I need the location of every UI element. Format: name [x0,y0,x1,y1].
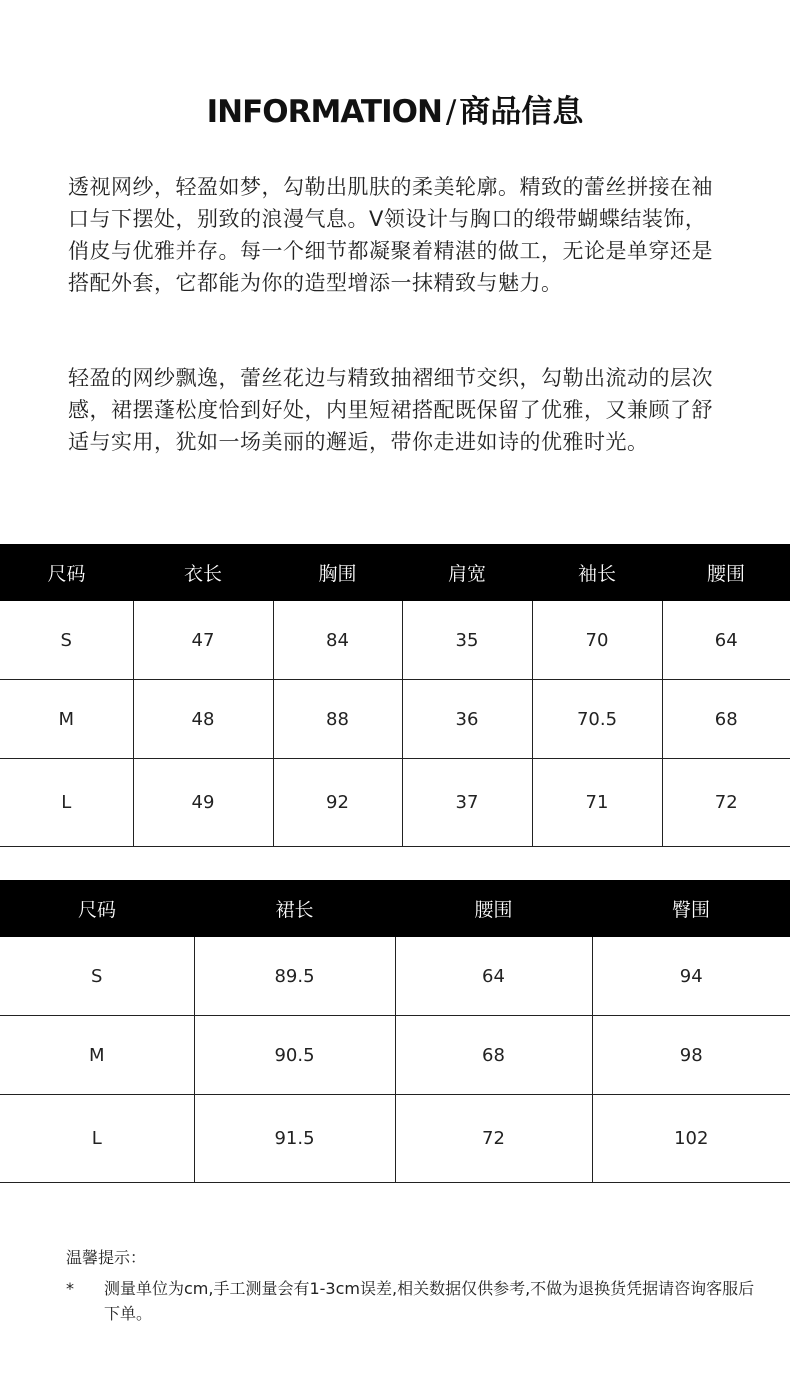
table-cell: 98 [592,1016,790,1095]
table-cell: 48 [133,680,273,759]
table-cell: 94 [592,937,790,1016]
header-bust: 胸围 [273,544,402,601]
table-cell: 36 [402,680,532,759]
table-row [0,1095,790,1183]
table-cell: 71 [532,759,662,847]
table-cell: 102 [592,1095,790,1183]
table-cell: 72 [662,759,790,847]
table-cell: 84 [273,601,402,680]
table-cell: 72 [395,1095,592,1183]
table-cell: 90.5 [194,1016,395,1095]
table-row [0,937,790,1016]
title-chinese: 商品信息 [459,94,584,130]
table-cell: L [0,759,133,847]
table-header-row [0,880,790,937]
skirt-size-table [0,880,790,1183]
table-cell: 88 [273,680,402,759]
table-cell: 89.5 [194,937,395,1016]
header-size: 尺码 [0,880,194,937]
table-row [0,680,790,759]
table-row [0,1016,790,1095]
table-cell: 49 [133,759,273,847]
table-cell: S [0,601,133,680]
header-sleeve: 袖长 [532,544,662,601]
notice-item [66,1276,756,1326]
table-cell: 64 [662,601,790,680]
table-cell: 47 [133,601,273,680]
table-cell: 37 [402,759,532,847]
table-cell: 92 [273,759,402,847]
table-cell: S [0,937,194,1016]
title-english: INFORMATION [206,94,442,130]
title-separator: / [445,94,456,130]
header-length: 衣长 [133,544,273,601]
table-cell: 91.5 [194,1095,395,1183]
header-skirt-length: 裙长 [194,880,395,937]
table-header-row [0,544,790,601]
notice-text: 测量单位为cm,手工测量会有1-3cm误差,相关数据仅供参考,不做为退换货凭据请咨询客服后下单。 [104,1279,755,1323]
table-row [0,601,790,680]
header-hip: 臀围 [592,880,790,937]
table-cell: 70 [532,601,662,680]
table-cell: 64 [395,937,592,1016]
table-cell: M [0,680,133,759]
header-size: 尺码 [0,544,133,601]
header-waist: 腰围 [662,544,790,601]
header-shoulder: 肩宽 [402,544,532,601]
table-row [0,759,790,847]
header-waist: 腰围 [395,880,592,937]
table-cell: 68 [662,680,790,759]
notice-heading: 温馨提示： [66,1248,147,1267]
notice-bullet: * [66,1279,74,1298]
table-cell: M [0,1016,194,1095]
table-cell: 68 [395,1016,592,1095]
top-size-table [0,544,790,847]
description-paragraph-1: 透视网纱，轻盈如梦，勾勒出肌肤的柔美轮廓。精致的蕾丝拼接在袖口与下摆处，别致的浪漫气息。V领设计与胸口的缎带蝴蝶结装饰，俏皮与优雅并存。每一个细节都凝聚着精湛的做工，无论是单穿还是搭配外套，它都能为你的造型增添一抹精致与魅力。 [68,175,713,295]
description-paragraph-2: 轻盈的网纱飘逸，蕾丝花边与精致抽褶细节交织，勾勒出流动的层次感，裙摆蓬松度恰到好处，内里短裙搭配既保留了优雅，又兼顾了舒适与实用，犹如一场美丽的邂逅，带你走进如诗的优雅时光。 [68,366,713,454]
table-cell: 70.5 [532,680,662,759]
page-title [0,86,790,131]
table-cell: 35 [402,601,532,680]
table-cell: L [0,1095,194,1183]
